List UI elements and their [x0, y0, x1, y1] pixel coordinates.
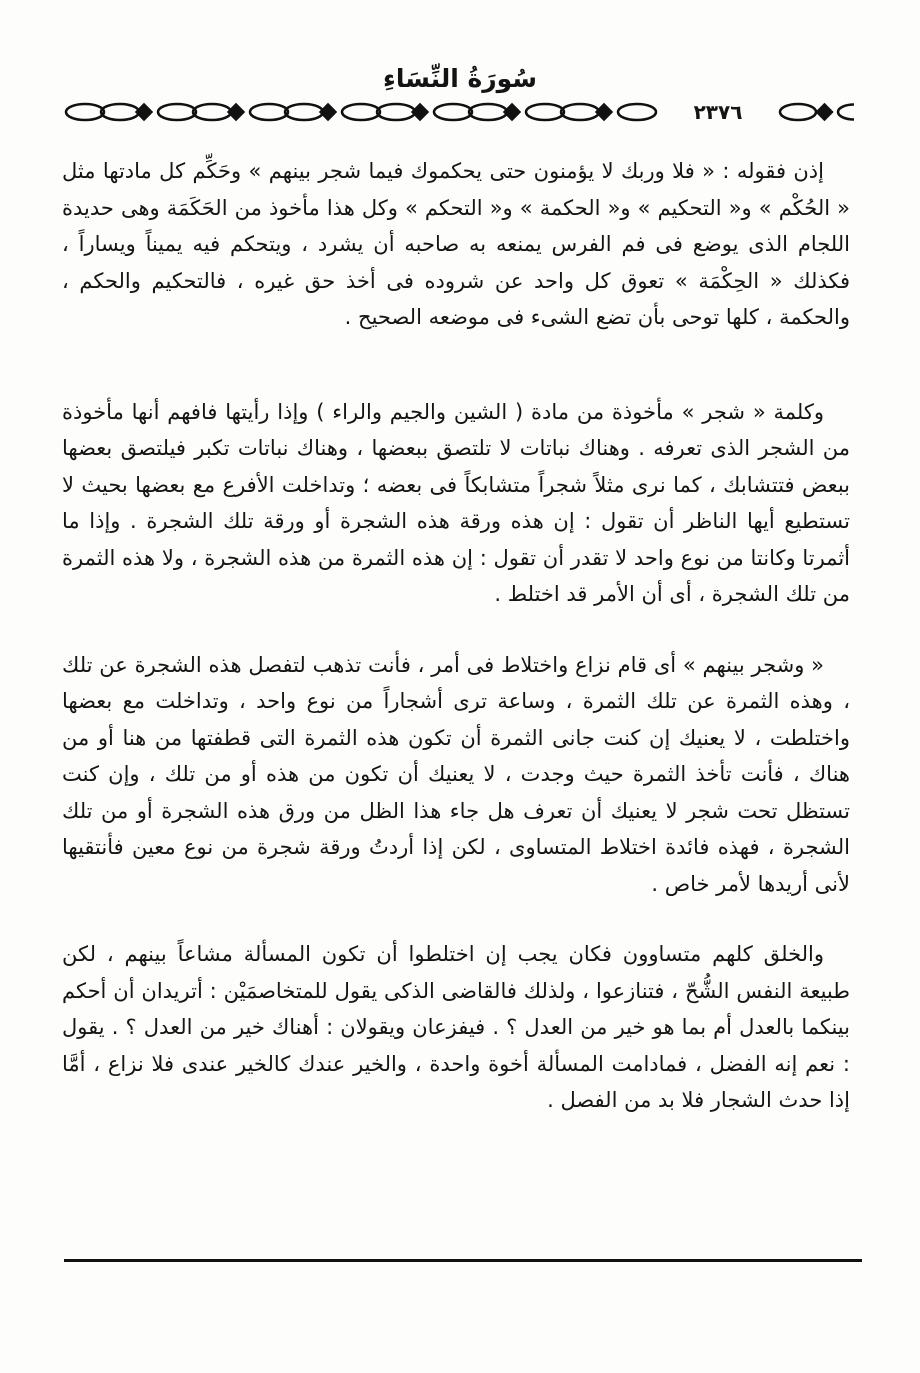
surah-title: سُورَةُ النِّسَاءِ: [383, 64, 537, 93]
page-header: [0, 0, 920, 123]
body-paragraph: « وشجر بينهم » أى قام نزاع واختلاط فى أمر ، فأنت تذهب لتفصل هذه الشجرة عن تلك ، وهذه الثمرة عن تلك الثمرة ، وساعة ترى أشجاراً من نوع واحد ، وتداخلت مع بعضها واختلطت ، لا يعنيك إن كنت جانى الثمرة أن تكون هذه الثمرة التى قطفتها من هنا أو من هناك ، فأنت تأخذ الثمرة حيث وجدت ، لا يعنيك أن تكون من هذه أو من تلك ، وإن كنت تستظل تحت شجر لا يعنيك أن تعرف هل جاء هذا الظل من ورق هذه الشجرة أو من تلك الشجرة ، فهذه فائدة اختلاط المتساوى ، لكن إذا أردتُ ورقة شجرة من نوع معين فأنتقيها لأنى أريدها لأمر خاص .: [62, 652, 850, 896]
page-number: ٢٣٧٦: [693, 100, 743, 124]
footer-rule: [64, 1259, 862, 1262]
ornament-row: [62, 101, 862, 123]
chain-end-icon: [778, 101, 862, 123]
body-paragraph: وكلمة « شجر » مأخوذة من مادة ( الشين والجيم والراء ) وإذا رأيتها فافهم أنها مأخوذة من الشجر الذى تعرفه . وهناك نباتات لا تلتصق ببعضها ، وهناك نباتات تكبر فيلتصق بعضها ببعض فتتشابك ، كما نرى مثلاً شجراً متشابكاً فى بعضه ؛ وتداخلت الأفرع مع بعضها بحيث لا تستطيع أيها الناظر أن تقول : إن هذه ورقة هذه الشجرة أو ورقة تلك الشجرة . وإذا ما أثمرتا وكانتا من نوع واحد لا تقدر أن تقول : إن هذه الثمرة من هذه الشجرة ، ولا هذه الثمرة من تلك الشجرة ، أى أن الأمر قد اختلط .: [62, 399, 850, 606]
body-paragraph: والخلق كلهم متساوون فكان يجب إن اختلطوا أن تكون المسألة مشاعاً بينهم ، لكن طبيعة النفس الشُّحّ ، فتنازعوا ، ولذلك فالقاضى الذكى يقول للمتخاصمَيْن : أتريدان أن أحكم بينكما بالعدل أم بما هو خير من العدل ؟ . فيفزعان ويقولان : أهناك خير من العدل ؟ . يقول : نعم إنه الفضل ، فمادامت المسألة أخوة واحدة ، والخير عندك كالخير عندى فلا نزاع ، أمَّا إذا حدث الشجار فلا بد من الفصل .: [62, 942, 850, 1112]
page-body: [62, 153, 850, 1119]
body-paragraph: إذن فقوله : « فلا وربك لا يؤمنون حتى يحكموك فيما شجر بينهم » وحَكِّم كل مادتها مثل « الحُكْم » و« التحكيم » و« الحكمة » و« التحكم » وكل هذا مأخوذ من الحَكَمَة وهى حديدة اللجام الذى يوضع فى فم الفرس يمنعه به صاحبه أن يشرد ، ويتحكم فيه يميناً ويساراً ، فكذلك « الحِكْمَة » تعوق كل واحد عن شروده فى أخذ حق غيره ، فالتحكيم والحكم ، والحكمة ، كلها توحى بأن تضع الشىء فى موضعه الصحيح .: [62, 159, 850, 329]
chain-ornament-icon: [62, 101, 658, 123]
